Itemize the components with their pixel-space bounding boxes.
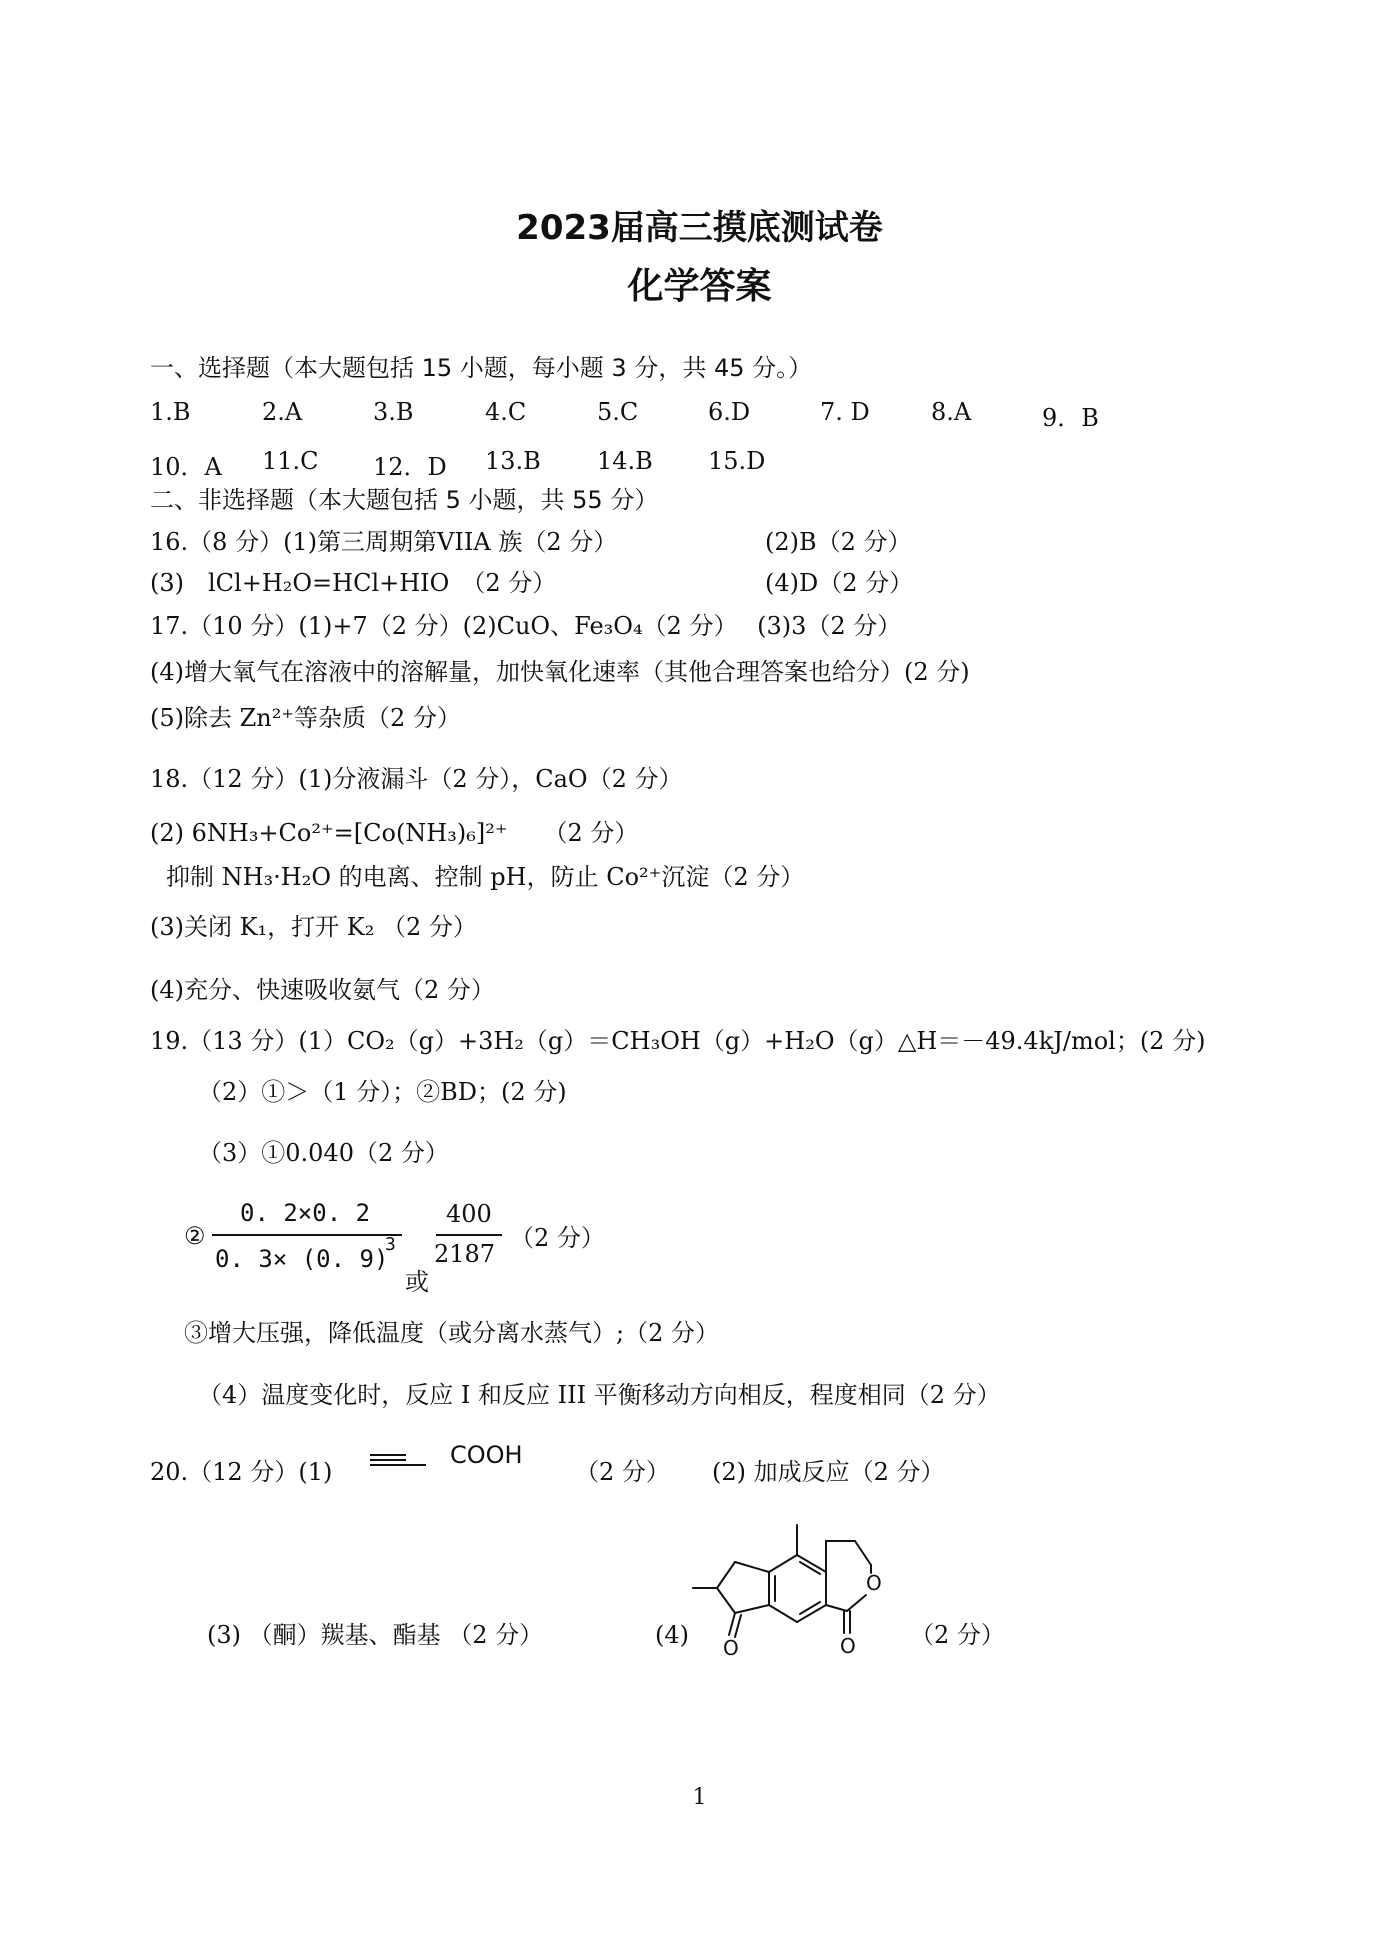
q19-line5: ③增大压强，降低温度（或分离水蒸气）;（2 分） [184, 1319, 719, 1347]
triple-bond-icon [368, 1450, 428, 1470]
structural-formula-icon [685, 1505, 905, 1665]
q19-line1: 19.（13 分）(1）CO₂（g）+3H₂（g）＝CH₃OH（g）+H₂O（g）△H＝－49.4kJ/mol；(2 分) [150, 1027, 1206, 1055]
mc-answer: 9．B [1042, 404, 1099, 432]
mc-answer: 5.C [597, 398, 639, 426]
mc-answer: 3.B [373, 398, 414, 426]
section1-heading: 一、选择题（本大题包括 15 小题，每小题 3 分，共 45 分。） [150, 354, 813, 382]
circle-number: ② [184, 1222, 206, 1250]
mc-answer: 13.B [485, 447, 541, 475]
mc-answer: 6.D [708, 398, 751, 426]
q19-line6: （4）温度变化时，反应 I 和反应 III 平衡移动方向相反，程度相同（2 分） [198, 1381, 1001, 1409]
mc-answer: 2.A [262, 398, 303, 426]
q17-line1: 17.（10 分）(1)+7（2 分）(2)CuO、Fe₃O₄（2 分） (3)3（2 分） [150, 612, 902, 640]
fraction-exponent: 3 [385, 1234, 396, 1255]
fraction-numerator: 400 [446, 1200, 492, 1228]
q20-part2: (2) 加成反应（2 分） [712, 1458, 945, 1486]
fraction-denominator: 2187 [434, 1240, 496, 1268]
q20-score1: （2 分） [575, 1458, 670, 1486]
q16-part3: (3) lCl+H₂O=HCl+HIO （2 分） [150, 569, 557, 597]
page-title: 2023届高三摸底测试卷 [516, 208, 883, 248]
mc-answer: 15.D [708, 447, 766, 475]
mc-answer: 12．D [373, 453, 447, 481]
q20-score4: （2 分） [910, 1621, 1005, 1649]
or-word: 或 [405, 1268, 429, 1296]
q18-line4: (3)关闭 K₁，打开 K₂ （2 分） [150, 913, 477, 941]
q20-part4: (4) [655, 1621, 689, 1649]
page-subtitle: 化学答案 [627, 266, 772, 307]
mc-answer: 7. D [820, 398, 870, 426]
fraction-bar [436, 1234, 502, 1236]
page-number: 1 [692, 1785, 707, 1810]
q18-line2: (2) 6NH₃+Co²⁺=[Co(NH₃)₆]²⁺ （2 分） [150, 819, 639, 847]
q20-prefix: 20.（12 分）(1) [150, 1458, 333, 1486]
q20-part3: (3) （酮）羰基、酯基 （2 分） [207, 1621, 544, 1649]
q18-line5: (4)充分、快速吸收氨气（2 分） [150, 976, 495, 1004]
q19-line3: （3）①0.040（2 分） [198, 1139, 449, 1167]
score-label: （2 分） [510, 1224, 605, 1252]
oxygen-atom: O [840, 1634, 856, 1658]
oxygen-atom: O [866, 1571, 882, 1595]
cooh-group: COOH [450, 1441, 523, 1469]
fraction-numerator: 0. 2×0. 2 [240, 1199, 371, 1227]
mc-answer: 14.B [597, 447, 653, 475]
mc-answer: 4.C [485, 398, 527, 426]
q16-part2: (2)B（2 分） [765, 528, 912, 556]
oxygen-atom: O [723, 1636, 739, 1660]
mc-answer: 1.B [150, 398, 191, 426]
section2-heading: 二、非选择题（本大题包括 5 小题，共 55 分） [150, 486, 659, 514]
q17-line2: (4)增大氧气在溶液中的溶解量，加快氧化速率（其他合理答案也给分）(2 分) [150, 658, 970, 686]
q17-line3: (5)除去 Zn²⁺等杂质（2 分） [150, 704, 461, 732]
mc-answer: 10．A [150, 453, 222, 481]
fraction-denominator: 0. 3× (0. 9) [215, 1245, 389, 1273]
q16-part1: 16.（8 分）(1)第三周期第VIIA 族（2 分） [150, 528, 618, 556]
q19-line2: （2）①＞（1 分）；②BD；(2 分) [198, 1078, 567, 1106]
q18-line1: 18.（12 分）(1)分液漏斗（2 分），CaO（2 分） [150, 765, 683, 793]
mc-answer: 8.A [931, 398, 972, 426]
q16-part4: (4)D（2 分） [765, 569, 914, 597]
q18-line3: 抑制 NH₃·H₂O 的电离、控制 pH，防止 Co²⁺沉淀（2 分） [166, 863, 805, 891]
fraction-bar [212, 1234, 402, 1236]
mc-answer: 11.C [262, 447, 319, 475]
